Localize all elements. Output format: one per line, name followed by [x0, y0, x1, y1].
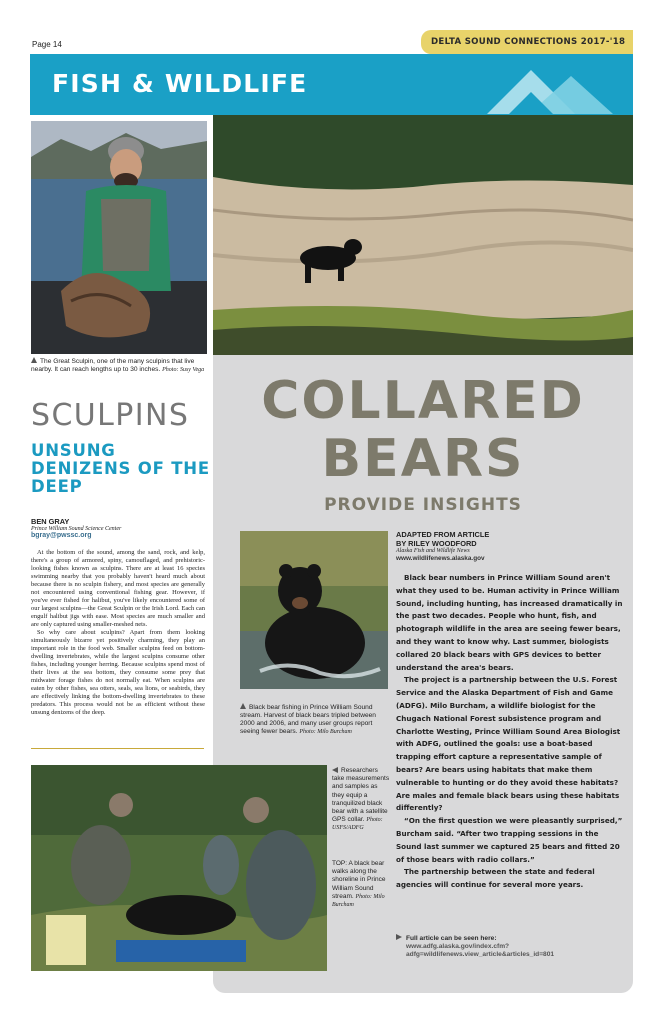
full-article-link: Full article can be seen here: www.adfg.alaska.gov/index.cfm?adfg=wildlifenews.view_article&articles_id=801 — [396, 934, 624, 959]
section-title: FISH & WILDLIFE — [52, 69, 308, 98]
researchers-photo — [31, 765, 327, 971]
bears-adapted-line2: BY RILEY WOODFORD — [396, 539, 477, 548]
caret-up-icon — [31, 357, 37, 363]
caret-up-icon — [240, 703, 246, 709]
bears-headline-line2: BEARS — [321, 429, 525, 489]
researchers-caption: Researchers take measurements and samples as they equip a tranquilized black bear with a satellite GPS collar. Photo: USFS/ADFG — [332, 767, 390, 832]
bears-article-body — [396, 572, 625, 892]
bears-paragraph: Black bear numbers in Prince William Sound aren't what they used to be. Human activity in Prince William Sound, including hunting, has increased dramatically in the past two decades. People who hunt, fish, and photograph wildlife in the area are seeing fewer bears, and they want to know why. Last summer, biologists collared 20 black bears with GPS devices to better understand the area's bears. — [396, 573, 623, 672]
fishing-bear-credit: Photo: Milo Burcham — [299, 729, 352, 735]
sculpin-paragraph: So why care about sculpins? Apart from them looking simultaneously bizarre yet positively charming, they play an important role in the food web. Smaller sculpins feed on bottom-dwelling invertebrates, while the largest sculpins consume other fishes, including younger herring. Because sculpins spend most of their lives at the sea bottom, they consume some prey that midwater forage fishes do not normally eat. When sculpins are eaten by other fishes, sea otters, seals, sea lions, or seabirds, they are effectively linking the bottom-dwelling invertebrates to these predators. This process would not be as efficient without these unsung denizens of the deep. — [31, 629, 205, 716]
bears-byline — [396, 530, 626, 563]
sculpin-photo — [31, 121, 207, 354]
bears-subheadline: PROVIDE INSIGHTS — [324, 495, 522, 515]
sculpin-author: BEN GRAY — [31, 517, 70, 526]
caret-right-icon — [396, 934, 402, 940]
top-photo-caption: TOP: A black bear walks along the shoreline in Prince William Sound stream. Photo: Milo Burcham — [332, 860, 386, 909]
full-article-url[interactable]: www.adfg.alaska.gov/index.cfm?adfg=wildlifenews.view_article&articles_id=801 — [406, 943, 555, 958]
sculpin-article-title: SCULPINS — [31, 398, 190, 433]
researchers-credit: Photo: USFS/ADFG — [332, 817, 383, 832]
sculpin-photo-credit: Photo: Susy Vega — [162, 367, 205, 373]
publication-masthead: DELTA SOUND CONNECTIONS 2017-'18 — [421, 30, 633, 54]
section-divider — [31, 748, 204, 749]
sculpin-paragraph: At the bottom of the sound, among the sand, rock, and kelp, there's a group of armored, spiny, camouflaged, and prehistoric-looking fishes known as sculpins. There are at least 16 species swimming nearby that you probably haven't heard much about because there is no sculpin fishery, and most species are generally not encountered using conventional fishing gear. However, if you've ever fished for halibut, you've likely encountered some of our largest sculpins—the Great Sculpin or the Irish Lord. Each can engulf halibut jigs with ease. Most species are much smaller and are only captured using smaller-meshed nets. — [31, 549, 205, 628]
sculpin-photo-caption: The Great Sculpin, one of the many sculpins that live nearby. It can reach lengths up to 30 inches. Photo: Susy Vega — [31, 358, 205, 373]
bears-paragraph: The project is a partnership between the U.S. Forest Service and the Alaska Department of Fish and Game (ADFG). Milo Burcham, a wildlife biologist for the Chugach National Forest subsistence program and Charlotte Westing, Prince William Sound Area Biologist with ADFG, outlined the goals: use a boat-based trapping effort capture a representative sample of bears? Are bears using habitats that make them vulnerable to hunting or do they avoid these habitats? Are males and female black bears using these habitats differently? — [396, 675, 621, 813]
sculpin-author-org: Prince William Sound Science Center — [31, 526, 122, 532]
sculpin-article-subtitle: UNSUNG DENIZENS OF THE DEEP — [31, 441, 210, 496]
sculpin-article-body — [31, 549, 205, 717]
fishing-bear-caption: Black bear fishing in Prince William Sound stream. Harvest of black bears tripled between 2000 and 2006, and many user groups report seeing fewer bears. Photo: Milo Burcham — [240, 704, 376, 735]
page-number: Page 14 — [32, 40, 62, 49]
bears-paragraph: “On the first question we were pleasantly surprised,” Burcham said. “After two trapping sessions in the Sound last summer we captured 25 bears and fitted 20 of those bears with radio collars.” — [396, 816, 623, 864]
bears-paragraph: The partnership between the state and federal agencies will continue for several more years. — [396, 867, 595, 890]
bears-source: Alaska Fish and Wildlife News — [396, 548, 470, 554]
sculpin-author-email[interactable]: bgray@pwssc.org — [31, 532, 92, 539]
fishing-bear-photo — [240, 531, 388, 689]
mountain-logo-icon — [479, 62, 619, 114]
bears-headline-line1: COLLARED — [261, 371, 585, 431]
bears-source-url[interactable]: www.wildlifenews.alaska.gov — [396, 555, 485, 562]
caret-left-icon — [332, 767, 338, 773]
section-banner — [30, 54, 633, 115]
shoreline-bear-photo — [213, 115, 633, 357]
sculpin-byline — [31, 517, 207, 539]
top-photo-credit: Photo: Milo Burcham — [332, 893, 385, 909]
bears-adapted-line1: ADAPTED FROM ARTICLE — [396, 530, 490, 539]
